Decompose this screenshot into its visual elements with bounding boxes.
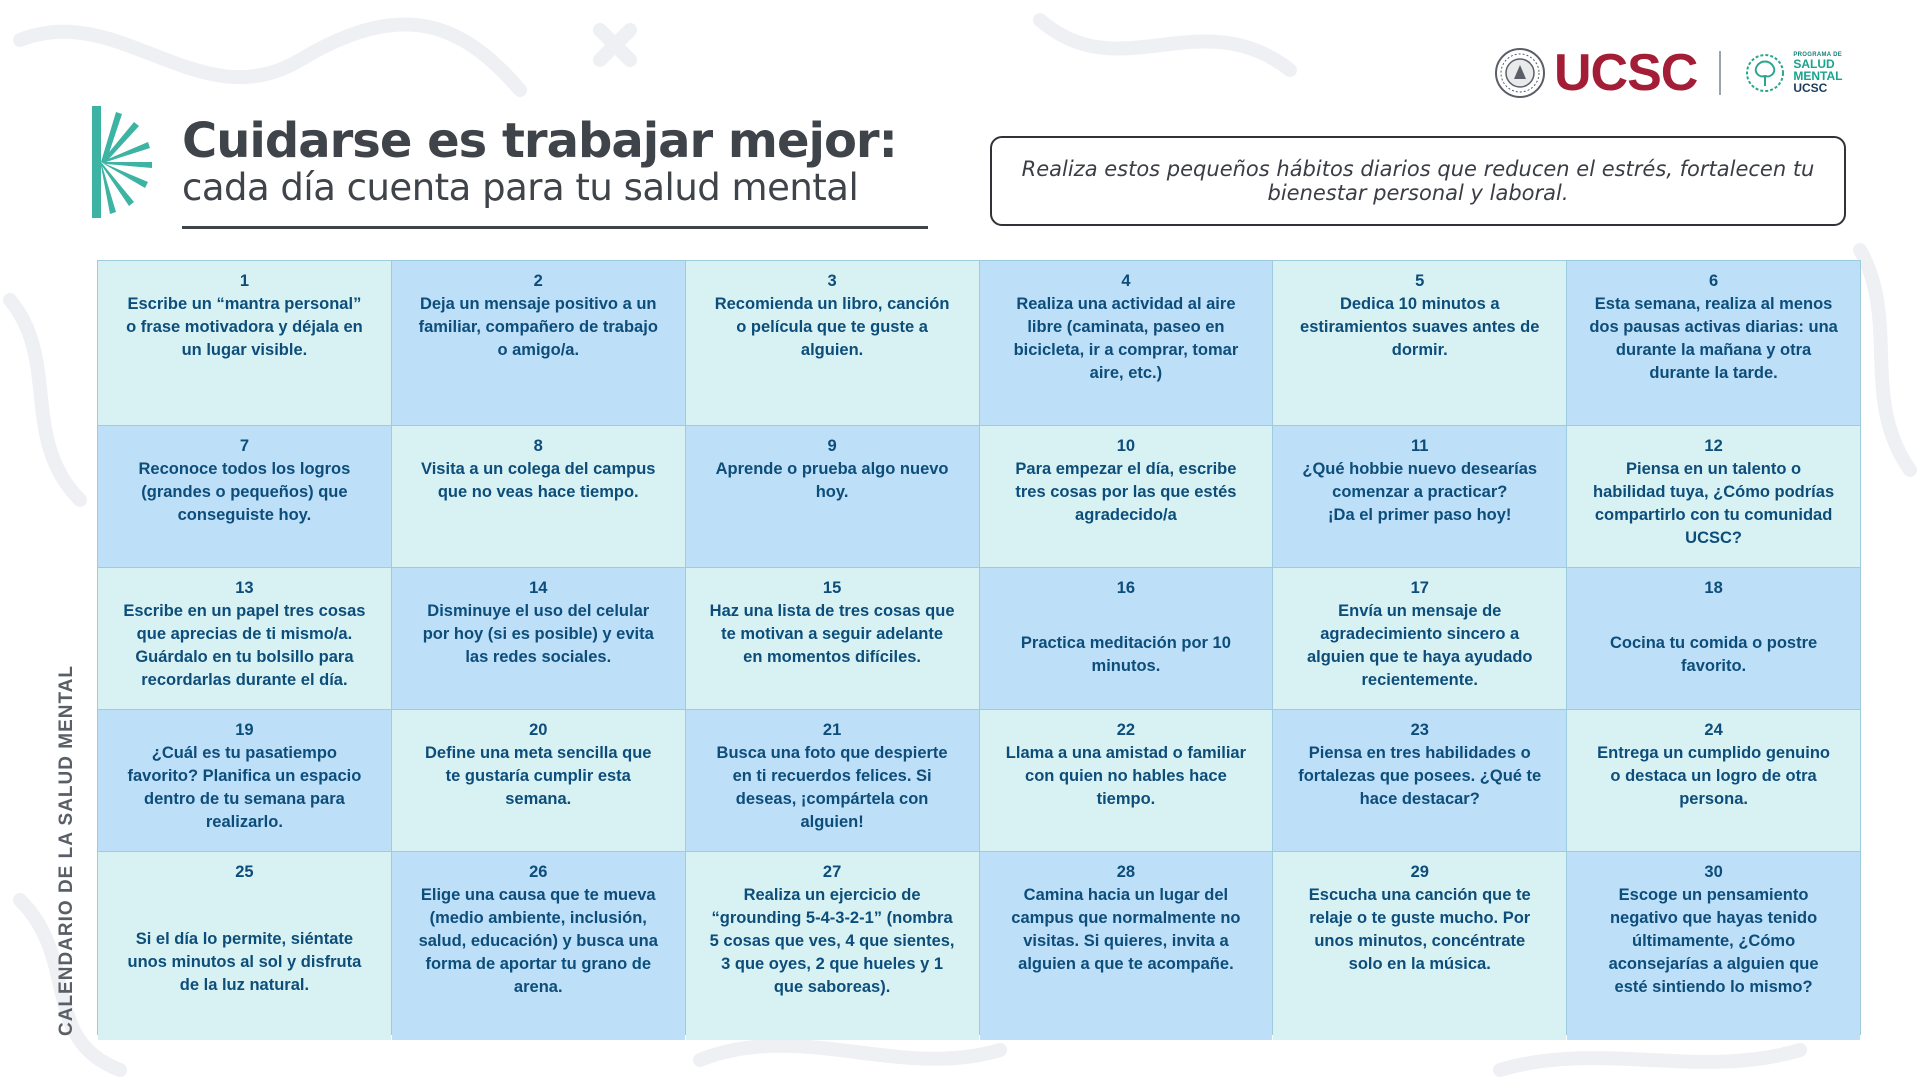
day-number: 18 — [1704, 579, 1723, 597]
day-number: 27 — [822, 863, 842, 881]
day-activity: Para empezar el día, escribe tres cosas por las que estés agradecido/a — [1015, 460, 1237, 524]
calendar-day-19 — [98, 710, 391, 851]
day-activity: Practica meditación por 10 minutos. — [1020, 633, 1231, 675]
day-number: 1 — [239, 272, 249, 290]
day-activity: Deja un mensaje positivo a un familiar, compañero de trabajo o amigo/a. — [418, 295, 658, 359]
day-number: 8 — [533, 437, 543, 455]
calendar-day-21 — [686, 710, 979, 851]
intro-text: Realiza estos pequeños hábitos diarios que reducen el estrés, fortalecen tu bienestar personal y laboral. — [1021, 157, 1815, 205]
day-activity: Define una meta sencilla que te gustaría cumplir esta semana. — [424, 744, 652, 808]
day-activity: Envía un mensaje de agradecimiento sincero a alguien que te haya ayudado recientemente. — [1306, 602, 1533, 689]
calendar-day-24 — [1567, 710, 1860, 851]
calendar-day-26 — [392, 852, 685, 1040]
calendar-day-28 — [980, 852, 1273, 1040]
calendar-day-7 — [98, 426, 391, 567]
day-activity: Elige una causa que te mueva (medio ambiente, inclusión, salud, educación) y busca una forma de aportar tu grano de arena. — [418, 886, 658, 996]
day-activity: Reconoce todos los logros (grandes o pequeños) que conseguiste hoy. — [138, 460, 351, 524]
day-number: 30 — [1704, 863, 1723, 881]
page-title: Cuidarse es trabajar mejor: — [182, 113, 897, 169]
calendar-day-25 — [98, 852, 391, 1040]
program-line-3: MENTAL — [1793, 69, 1843, 83]
day-activity: Entrega un cumplido genuino o destaca un logro de otra persona. — [1597, 744, 1830, 808]
calendar-grid — [97, 260, 1861, 1035]
day-activity: Cocina tu comida o postre favorito. — [1609, 633, 1818, 675]
calendar-day-13 — [98, 568, 391, 709]
calendar-day-22 — [980, 710, 1273, 851]
day-number: 5 — [1415, 272, 1425, 290]
day-number: 29 — [1410, 863, 1429, 881]
day-activity: Haz una lista de tres cosas que te motivan a seguir adelante en momentos difíciles. — [709, 602, 955, 666]
calendar-day-15 — [686, 568, 979, 709]
calendar-day-29 — [1273, 852, 1566, 1040]
day-activity: Escucha una canción que te relaje o te guste mucho. Por unos minutos, concéntrate solo en la música. — [1308, 886, 1531, 973]
calendar-day-16 — [980, 568, 1273, 709]
day-number: 20 — [529, 721, 548, 739]
day-number: 4 — [1121, 272, 1131, 290]
intro-box — [990, 136, 1846, 226]
title-underline — [182, 226, 928, 229]
calendar-day-1 — [98, 261, 391, 425]
day-number: 11 — [1411, 437, 1429, 455]
day-activity: ¿Qué hobbie nuevo desearías comenzar a practicar? ¡Da el primer paso hoy! — [1302, 460, 1538, 524]
day-number: 9 — [827, 437, 837, 455]
logo-group — [1494, 42, 1842, 104]
page-subtitle: cada día cuenta para tu salud mental — [182, 166, 859, 209]
day-number: 2 — [533, 272, 543, 290]
program-line-4: UCSC — [1793, 81, 1828, 95]
day-activity: Dedica 10 minutos a estiramientos suaves antes de dormir. — [1300, 295, 1540, 359]
calendar-day-5 — [1273, 261, 1566, 425]
ucsc-seal-icon — [1494, 47, 1546, 99]
day-number: 25 — [235, 863, 254, 881]
day-number: 22 — [1116, 721, 1136, 739]
calendar-day-23 — [1273, 710, 1566, 851]
day-activity: Aprende o prueba algo nuevo hoy. — [715, 460, 949, 501]
calendar-day-4 — [980, 261, 1273, 425]
calendar-day-2 — [392, 261, 685, 425]
calendar-day-10 — [980, 426, 1273, 567]
day-number: 16 — [1116, 579, 1136, 597]
calendar-day-12 — [1567, 426, 1860, 567]
day-activity: Llama a una amistad o familiar con quien no hables hace tiempo. — [1005, 744, 1247, 808]
day-number: 23 — [1410, 721, 1429, 739]
day-activity: Si el día lo permite, siéntate unos minutos al sol y disfruta de la luz natural. — [127, 929, 362, 994]
calendar-day-20 — [392, 710, 685, 851]
day-number: 6 — [1708, 272, 1719, 290]
day-number: 7 — [239, 437, 249, 455]
day-activity: Escribe en un papel tres cosas que aprecias de ti mismo/a. Guárdalo en tu bolsillo para recordarlas durante el día. — [123, 602, 366, 689]
day-activity: Busca una foto que despierte en ti recuerdos felices. Si deseas, ¡compártela con alguien! — [716, 744, 948, 831]
day-activity: Camina hacia un lugar del campus que normalmente no visitas. Si quieres, invita a alguien a que te acompañe. — [1011, 886, 1241, 973]
brain-icon — [1743, 48, 1787, 98]
logo-divider — [1719, 51, 1721, 95]
day-number: 14 — [529, 579, 548, 597]
calendar-day-9 — [686, 426, 979, 567]
accent-burst-icon — [92, 106, 158, 218]
calendar-day-14 — [392, 568, 685, 709]
day-activity: ¿Cuál es tu pasatiempo favorito? Planifica un espacio dentro de tu semana para realizarlo. — [127, 744, 362, 831]
calendar-day-30 — [1567, 852, 1860, 1040]
mental-health-program-logo — [1793, 52, 1842, 94]
day-number: 28 — [1116, 863, 1136, 881]
side-label: CALENDARIO DE LA SALUD MENTAL — [56, 665, 77, 1036]
day-activity: Recomienda un libro, canción o película que te guste a alguien. — [714, 295, 950, 359]
day-number: 13 — [235, 579, 254, 597]
calendar-day-11 — [1273, 426, 1566, 567]
day-number: 10 — [1116, 437, 1136, 455]
day-number: 19 — [235, 721, 254, 739]
calendar-day-27 — [686, 852, 979, 1040]
day-activity: Esta semana, realiza al menos dos pausas activas diarias: una durante la mañana y otra durante la tarde. — [1589, 295, 1838, 382]
day-activity: Piensa en un talento o habilidad tuya, ¿Cómo podrías compartirlo con tu comunidad UCSC? — [1593, 460, 1835, 547]
calendar-day-3 — [686, 261, 979, 425]
day-activity: Realiza una actividad al aire libre (caminata, paseo en bicicleta, ir a comprar, tomar aire, etc.) — [1013, 295, 1239, 382]
day-number: 21 — [822, 721, 842, 739]
day-activity: Escribe un “mantra personal” o frase motivadora y déjala en un lugar visible. — [126, 295, 363, 359]
day-activity: Piensa en tres habilidades o fortalezas que posees. ¿Qué te hace destacar? — [1298, 744, 1542, 808]
day-number: 17 — [1410, 579, 1429, 597]
day-activity: Realiza un ejercicio de “grounding 5-4-3-2-1” (nombra 5 cosas que ves, 4 que sientes, 3 que oyes, 2 que hueles y 1 que saboreas). — [709, 886, 955, 996]
calendar-day-8 — [392, 426, 685, 567]
day-number: 24 — [1704, 721, 1723, 739]
calendar-day-17 — [1273, 568, 1566, 709]
program-line-2: SALUD — [1793, 57, 1835, 71]
program-line-1: PROGRAMA DE — [1793, 52, 1843, 58]
day-number: 26 — [529, 863, 548, 881]
calendar-day-6 — [1567, 261, 1860, 425]
day-number: 15 — [822, 579, 842, 597]
day-number: 12 — [1704, 437, 1723, 455]
calendar-day-18 — [1567, 568, 1860, 709]
day-activity: Escoge un pensamiento negativo que hayas tenido últimamente, ¿Cómo aconsejarías a alguien que esté sintiendo lo mismo? — [1608, 886, 1819, 996]
day-number: 3 — [827, 272, 837, 290]
day-activity: Disminuye el uso del celular por hoy (si es posible) y evita las redes sociales. — [422, 602, 654, 666]
day-activity: Visita a un colega del campus que no veas hace tiempo. — [421, 460, 656, 501]
ucsc-logo: UCSC — [1554, 44, 1698, 102]
